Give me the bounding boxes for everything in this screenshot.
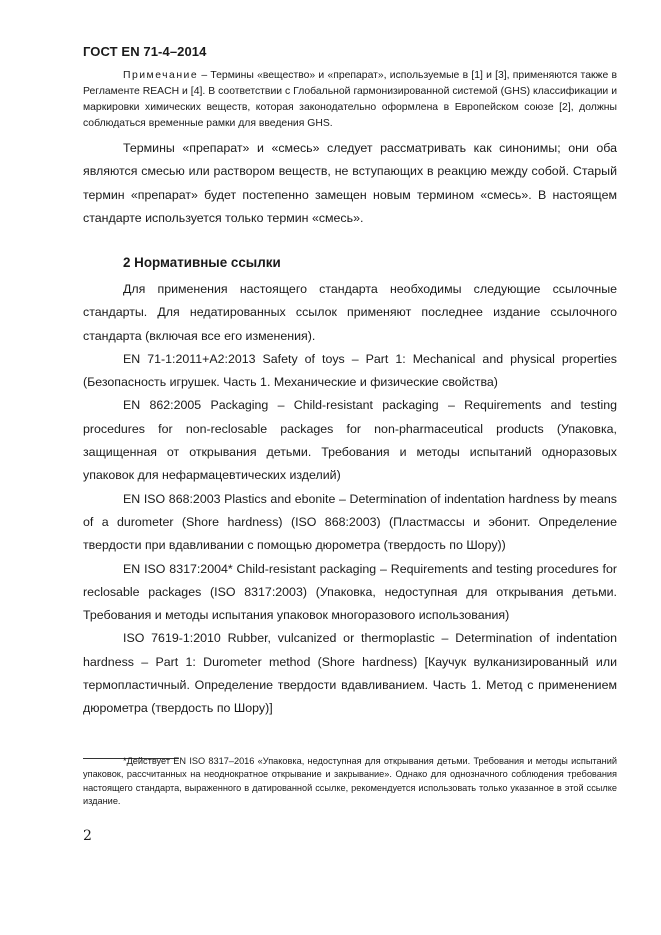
document-header: ГОСТ EN 71-4–2014 xyxy=(83,44,207,59)
section-body xyxy=(83,278,617,721)
reference-item: EN 862:2005 Packaging – Child-resistant packaging – Requirements and testing procedures for non-reclosable packages for non-pharmaceutical products (Упаковка, защищенная от открывания детьми. Требования и методы испытаний одноразовых упаковок для нефармацевтических изделий) xyxy=(83,398,617,483)
note-label: Примечание xyxy=(123,70,199,81)
reference-item: EN ISO 868:2003 Plastics and ebonite – Determination of indentation hardness by means of a durometer (Shore hardness) (ISO 868:2003) (Пластмассы и эбонит. Определение твердости при вдавливании с помощью дюрометра (твердость по Шору)) xyxy=(83,491,617,553)
section-paragraph: Для применения настоящего стандарта необходимы следующие ссылочные стандарты. Для недатированных ссылок применяют последнее издание ссылочного стандарта (включая все его изменения). xyxy=(83,282,617,343)
section-heading: 2 Нормативные ссылки xyxy=(123,255,281,270)
intro-paragraph: Термины «препарат» и «смесь» следует рассматривать как синонимы; они оба являются смесью или раствором веществ, не вступающих в реакцию между собой. Старый термин «препарат» будет постепенно замещен новым термином «смесь». В настоящем стандарте используется только термин «смесь». xyxy=(83,141,617,225)
reference-item: EN 71-1:2011+A2:2013 Safety of toys – Part 1: Mechanical and physical properties (Безопасность игрушек. Часть 1. Механические и физические свойства) xyxy=(83,351,617,390)
page-number: 2 xyxy=(83,828,92,844)
intro-block xyxy=(83,137,617,230)
note-block xyxy=(83,68,617,132)
reference-item: ISO 7619-1:2010 Rubber, vulcanized or thermoplastic – Determination of indentation hardness – Part 1: Durometer method (Shore hardness) [Каучук вулканизированный или термопластичный. Определение твердости вдавливанием. Часть 1. Метод с применением дюрометра (твердость по Шору)] xyxy=(83,631,617,716)
reference-item: EN ISO 8317:2004* Child-resistant packaging – Requirements and testing procedures for reclosable packages (ISO 8317:2003) (Упаковка, недоступная для открывания детьми. Требования и методы испытания упаковок многоразового использования) xyxy=(83,561,617,623)
footnote-block xyxy=(83,755,617,809)
footnote-text: *Действует EN ISO 8317–2016 «Упаковка, недоступная для открывания детьми. Требования и методы испытаний упаковок, рассчитанных на неоднократное открывание и закрывание». Однако для однозначного соблюдения требования настоящего стандарта, выраженного в датированной ссылке, рекомендуется использовать только указанное в этой ссылке издание. xyxy=(83,756,617,807)
note-text: – Термины «вещество» и «препарат», используемые в [1] и [3], применяются также в Регламенте REACH и [4]. В соответствии с Глобальной гармонизированной системой (GHS) классификации и маркировки химических веществ, которая законодательно оформлена в Европейском союзе [2], должны соблюдаться временные рамки для введения GHS. xyxy=(83,70,617,129)
